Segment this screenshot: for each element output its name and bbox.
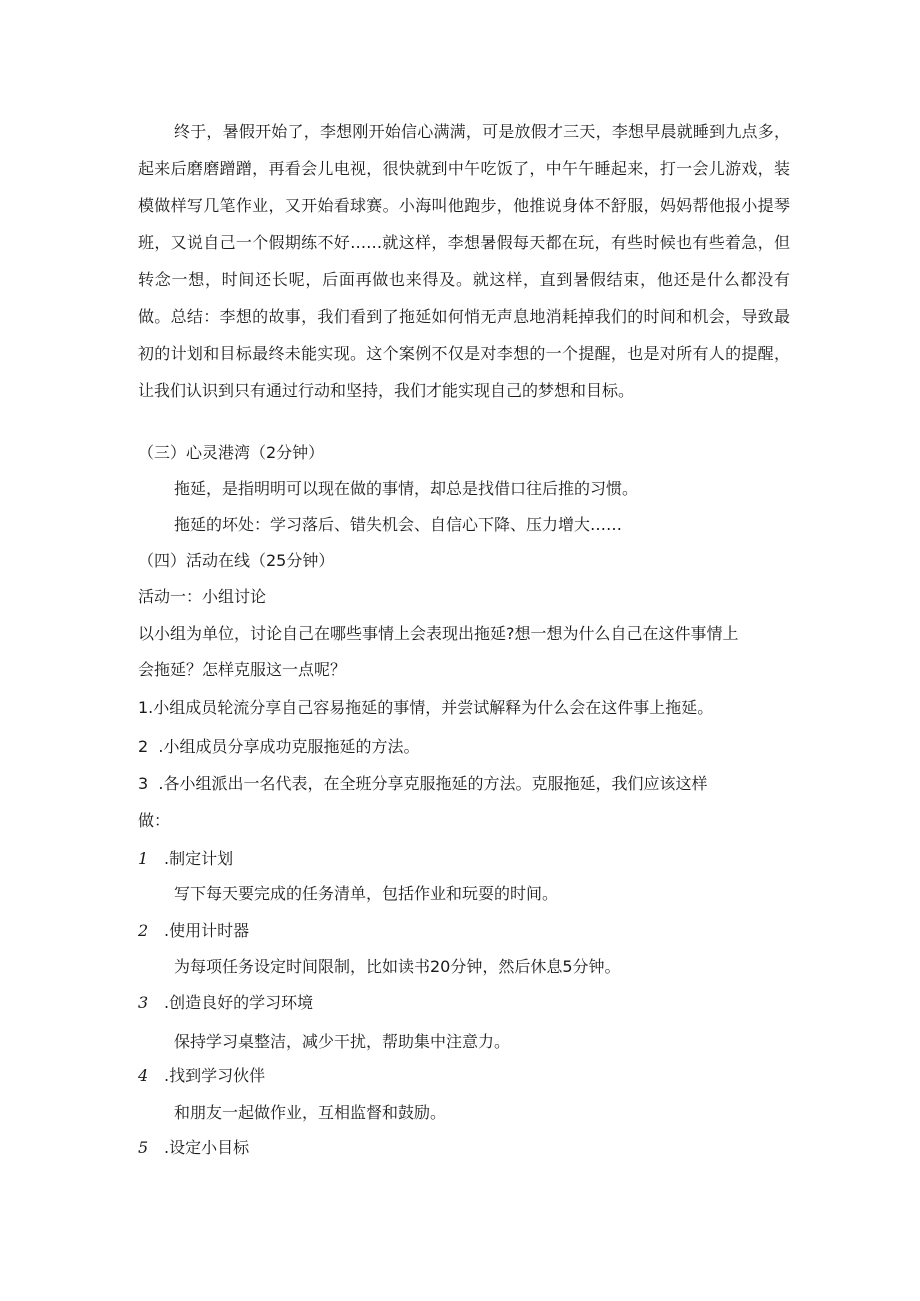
method-1-title bbox=[138, 846, 790, 872]
method-5-title bbox=[138, 1135, 790, 1161]
section4-heading: （四）活动在线（25分钟） bbox=[138, 551, 335, 570]
activity-step-3-line-2: 做： bbox=[138, 811, 171, 830]
method-3-title bbox=[138, 990, 790, 1016]
activity-intro-line-1: 以小组为单位，讨论自己在哪些事情上会表现出拖延?想一想为什么自己在这件事情上 bbox=[138, 624, 739, 643]
method-1-desc: 写下每天要完成的任务清单，包括作业和玩耍的时间。 bbox=[174, 884, 559, 903]
method-1-label: .制定计划 bbox=[164, 849, 234, 868]
procrastination-harms: 拖延的坏处：学习落后、错失机会、自信心下降、压力增大…… bbox=[174, 515, 623, 534]
section3-heading: （三）心灵港湾（2分钟） bbox=[138, 443, 325, 462]
activity-step-2: 2 .小组成员分享成功克服拖延的方法。 bbox=[138, 737, 420, 756]
method-1-number: 1 bbox=[138, 849, 149, 868]
method-5-label: .设定小目标 bbox=[164, 1138, 250, 1157]
procrastination-definition: 拖延，是指明明可以现在做的事情，却总是找借口往后推的习惯。 bbox=[174, 479, 639, 498]
method-2-label: .使用计时器 bbox=[164, 921, 250, 940]
story-paragraph: 终于，暑假开始了，李想刚开始信心满满，可是放假才三天，李想早晨就睡到九点多，起来后磨磨蹭蹭，再看会儿电视，很快就到中午吃饭了，中午午睡起来，打一会儿游戏，装模做样写几笔作业，又开始看球赛。小海叫他跑步，他推说身体不舒服，妈妈帮他报小提琴班，又说自己一个假期练不好……就这样，李想暑假每天都在玩，有些时候也有些着急，但转念一想，时间还长呢，后面再做也来得及。就这样，直到暑假结束，他还是什么都没有做。总结：李想的故事，我们看到了拖延如何悄无声息地消耗掉我们的时间和机会，导致最初的计划和目标最终未能实现。这个案例不仅是对李想的一个提醒，也是对所有人的提醒，让我们认识到只有通过行动和坚持，我们才能实现自己的梦想和目标。 bbox=[138, 122, 790, 400]
method-3-label: .创造良好的学习环境 bbox=[164, 993, 314, 1012]
method-3-number: 3 bbox=[138, 993, 149, 1012]
method-3-desc: 保持学习桌整洁，减少干扰，帮助集中注意力。 bbox=[174, 1032, 511, 1051]
method-4-number: 4 bbox=[138, 1066, 149, 1085]
method-2-desc: 为每项任务设定时间限制，比如读书20分钟，然后休息5分钟。 bbox=[174, 957, 621, 976]
activity-intro-line-2: 会拖延？怎样克服这一点呢？ bbox=[138, 660, 347, 679]
activity-title: 活动一：小组讨论 bbox=[138, 587, 267, 606]
method-4-title bbox=[138, 1063, 790, 1089]
method-2-title bbox=[138, 918, 790, 944]
method-5-number: 5 bbox=[138, 1138, 149, 1157]
activity-step-3-line-1: 3 .各小组派出一名代表，在全班分享克服拖延的方法。克服拖延，我们应该这样 bbox=[138, 774, 708, 793]
method-4-desc: 和朋友一起做作业，互相监督和鼓励。 bbox=[174, 1103, 447, 1122]
method-2-number: 2 bbox=[138, 921, 149, 940]
method-4-label: .找到学习伙伴 bbox=[164, 1066, 266, 1085]
activity-step-1: 1.小组成员轮流分享自己容易拖延的事情，并尝试解释为什么会在这件事上拖延。 bbox=[138, 698, 714, 717]
